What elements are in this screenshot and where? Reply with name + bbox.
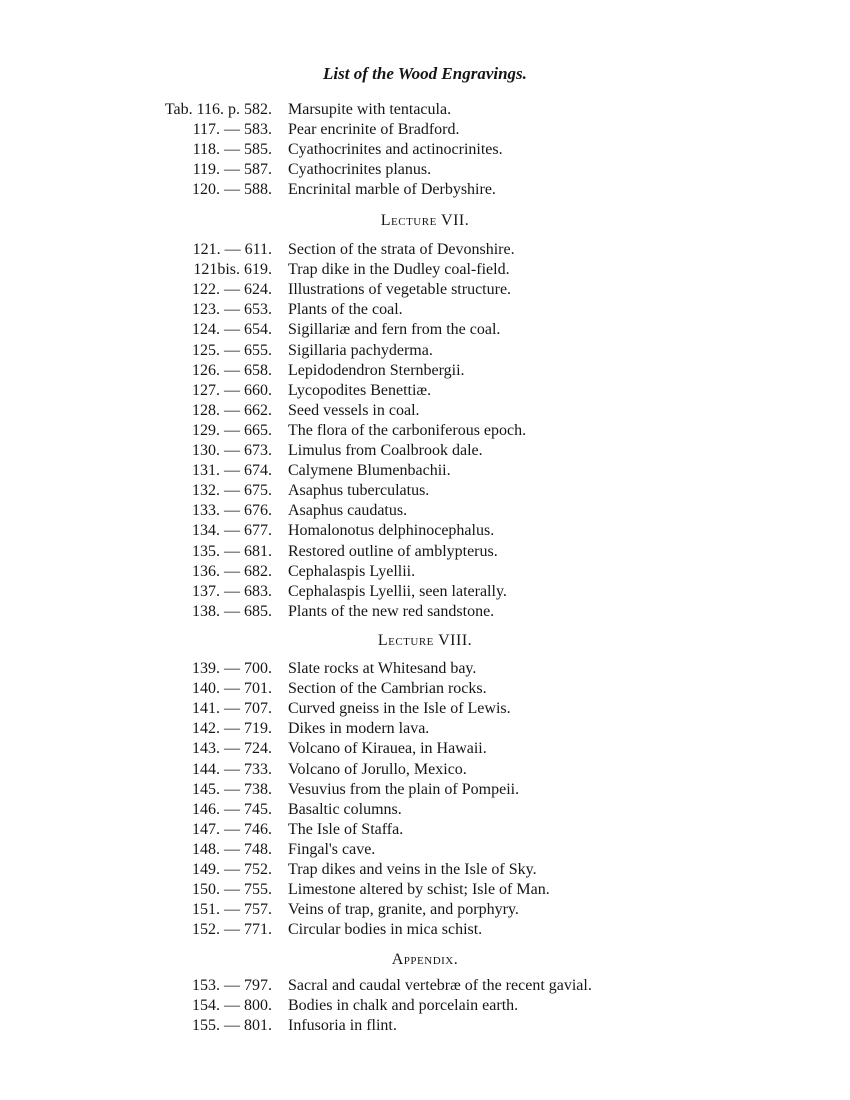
entry-number: 140. — 701. xyxy=(192,680,272,698)
entry-description: Cyathocrinites planus. xyxy=(288,161,432,179)
entry-description: Marsupite with tentacula. xyxy=(288,101,452,118)
entry-description: Sacral and caudal vertebræ of the recent gavial. xyxy=(288,977,592,994)
entry-description: Basaltic columns. xyxy=(288,800,402,818)
entry-description: Cephalaspis Lyellii. xyxy=(288,562,416,580)
entry-description: Illustrations of vegetable structure. xyxy=(288,281,512,299)
entry-number: 145. — 738. xyxy=(192,780,272,798)
entry-number: Tab. 116. p. 582. xyxy=(164,101,272,118)
entry-description: Bodies in chalk and porcelain earth. xyxy=(288,997,519,1015)
entry-number: 122. — 624. xyxy=(192,281,272,299)
entry-number: 148. — 748. xyxy=(192,840,272,858)
entry-number: 121bis. 619. xyxy=(193,261,272,279)
entry-description: Asaphus tuberculatus. xyxy=(288,482,430,500)
entry-number: 149. — 752. xyxy=(192,861,272,878)
entry-number: 133. — 676. xyxy=(192,502,272,520)
entry-description: Plants of the new red sandstone. xyxy=(288,602,495,620)
entry-number: 124. — 654. xyxy=(192,321,272,339)
entry-number: 147. — 746. xyxy=(192,820,272,838)
entry-number: 121. — 611. xyxy=(192,241,272,258)
entry-number: 125. — 655. xyxy=(192,341,272,359)
entry-description: Restored outline of amblypterus. xyxy=(288,542,498,560)
entry-description: Dikes in modern lava. xyxy=(288,720,430,738)
entry-number: 151. — 757. xyxy=(192,901,272,919)
entry-description: Pear encrinite of Bradford. xyxy=(288,121,460,139)
entry-description: Volcano of Kirauea, in Hawaii. xyxy=(288,740,487,758)
entry-description: Limulus from Coalbrook dale. xyxy=(288,442,483,459)
entry-description: Infusoria in flint. xyxy=(288,1017,397,1035)
entry-number: 129. — 665. xyxy=(192,421,272,439)
entry-description: Sigillaria pachyderma. xyxy=(288,341,433,359)
entry-number: 138. — 685. xyxy=(192,602,272,620)
entry-number: 118. — 585. xyxy=(192,141,272,159)
entry-number: 131. — 674. xyxy=(192,462,272,480)
entry-number: 123. — 653. xyxy=(192,301,272,319)
entry-number: 153. — 797. xyxy=(192,977,272,994)
entry-number: 136. — 682. xyxy=(192,562,272,580)
entry-description: Cyathocrinites and actinocrinites. xyxy=(288,141,503,159)
entry-description: Asaphus caudatus. xyxy=(288,502,408,520)
heading-lecture-7: Lecture VII. xyxy=(380,212,470,229)
entry-description: Cephalaspis Lyellii, seen laterally. xyxy=(288,582,507,600)
entry-number: 150. — 755. xyxy=(192,881,272,899)
entry-number: 135. — 681. xyxy=(192,542,272,560)
entry-number: 134. — 677. xyxy=(192,522,272,540)
entry-description: Lepidodendron Sternbergii. xyxy=(288,361,465,379)
entry-description: Sigillariæ and fern from the coal. xyxy=(288,321,501,339)
entry-number: 132. — 675. xyxy=(192,482,272,500)
entry-number: 117. — 583. xyxy=(192,121,272,139)
entry-description: Veins of trap, granite, and porphyry. xyxy=(288,901,519,919)
entry-description: Encrinital marble of Derbyshire. xyxy=(288,181,496,199)
entry-description: The flora of the carboniferous epoch. xyxy=(288,421,527,439)
entry-description: Section of the Cambrian rocks. xyxy=(288,680,487,698)
entry-description: Curved gneiss in the Isle of Lewis. xyxy=(288,700,511,718)
entry-number: 141. — 707. xyxy=(192,700,272,718)
entry-description: Trap dike in the Dudley coal-field. xyxy=(288,261,510,279)
entry-number: 128. — 662. xyxy=(192,401,272,419)
entry-description: Seed vessels in coal. xyxy=(288,401,420,419)
entry-description: Lycopodites Benettiæ. xyxy=(288,381,432,399)
entry-number: 143. — 724. xyxy=(192,740,272,758)
entry-description: Fingal's cave. xyxy=(288,840,376,858)
entry-number: 154. — 800. xyxy=(192,997,272,1015)
entry-number: 144. — 733. xyxy=(192,760,272,778)
entry-number: 139. — 700. xyxy=(192,660,272,677)
entry-description: Plants of the coal. xyxy=(288,301,403,319)
entry-description: Slate rocks at Whitesand bay. xyxy=(288,660,477,677)
entry-number: 142. — 719. xyxy=(192,720,272,738)
entry-number: 126. — 658. xyxy=(192,361,272,379)
entry-description: Calymene Blumenbachii. xyxy=(288,462,451,480)
entry-number: 120. — 588. xyxy=(192,181,272,199)
entry-description: Circular bodies in mica schist. xyxy=(288,921,483,939)
entry-description: Section of the strata of Devonshire. xyxy=(288,241,515,258)
entry-number: 130. — 673. xyxy=(192,442,272,459)
entry-number: 127. — 660. xyxy=(192,381,272,399)
heading-appendix: Appendix. xyxy=(391,951,459,968)
heading-lecture-8: Lecture VIII. xyxy=(377,632,473,649)
entry-description: Volcano of Jorullo, Mexico. xyxy=(288,760,467,778)
entry-number: 146. — 745. xyxy=(192,800,272,818)
entry-description: Limestone altered by schist; Isle of Man. xyxy=(288,881,550,899)
entry-description: Trap dikes and veins in the Isle of Sky. xyxy=(288,861,537,878)
entry-number: 137. — 683. xyxy=(192,582,272,600)
entry-number: 155. — 801. xyxy=(192,1017,272,1035)
entry-description: Vesuvius from the plain of Pompeii. xyxy=(288,780,520,798)
entry-description: The Isle of Staffa. xyxy=(288,820,404,838)
running-head: List of the Wood Engravings. xyxy=(323,64,527,83)
entry-number: 152. — 771. xyxy=(192,921,272,939)
entry-number: 119. — 587. xyxy=(192,161,272,179)
entry-description: Homalonotus delphinocephalus. xyxy=(288,522,495,540)
